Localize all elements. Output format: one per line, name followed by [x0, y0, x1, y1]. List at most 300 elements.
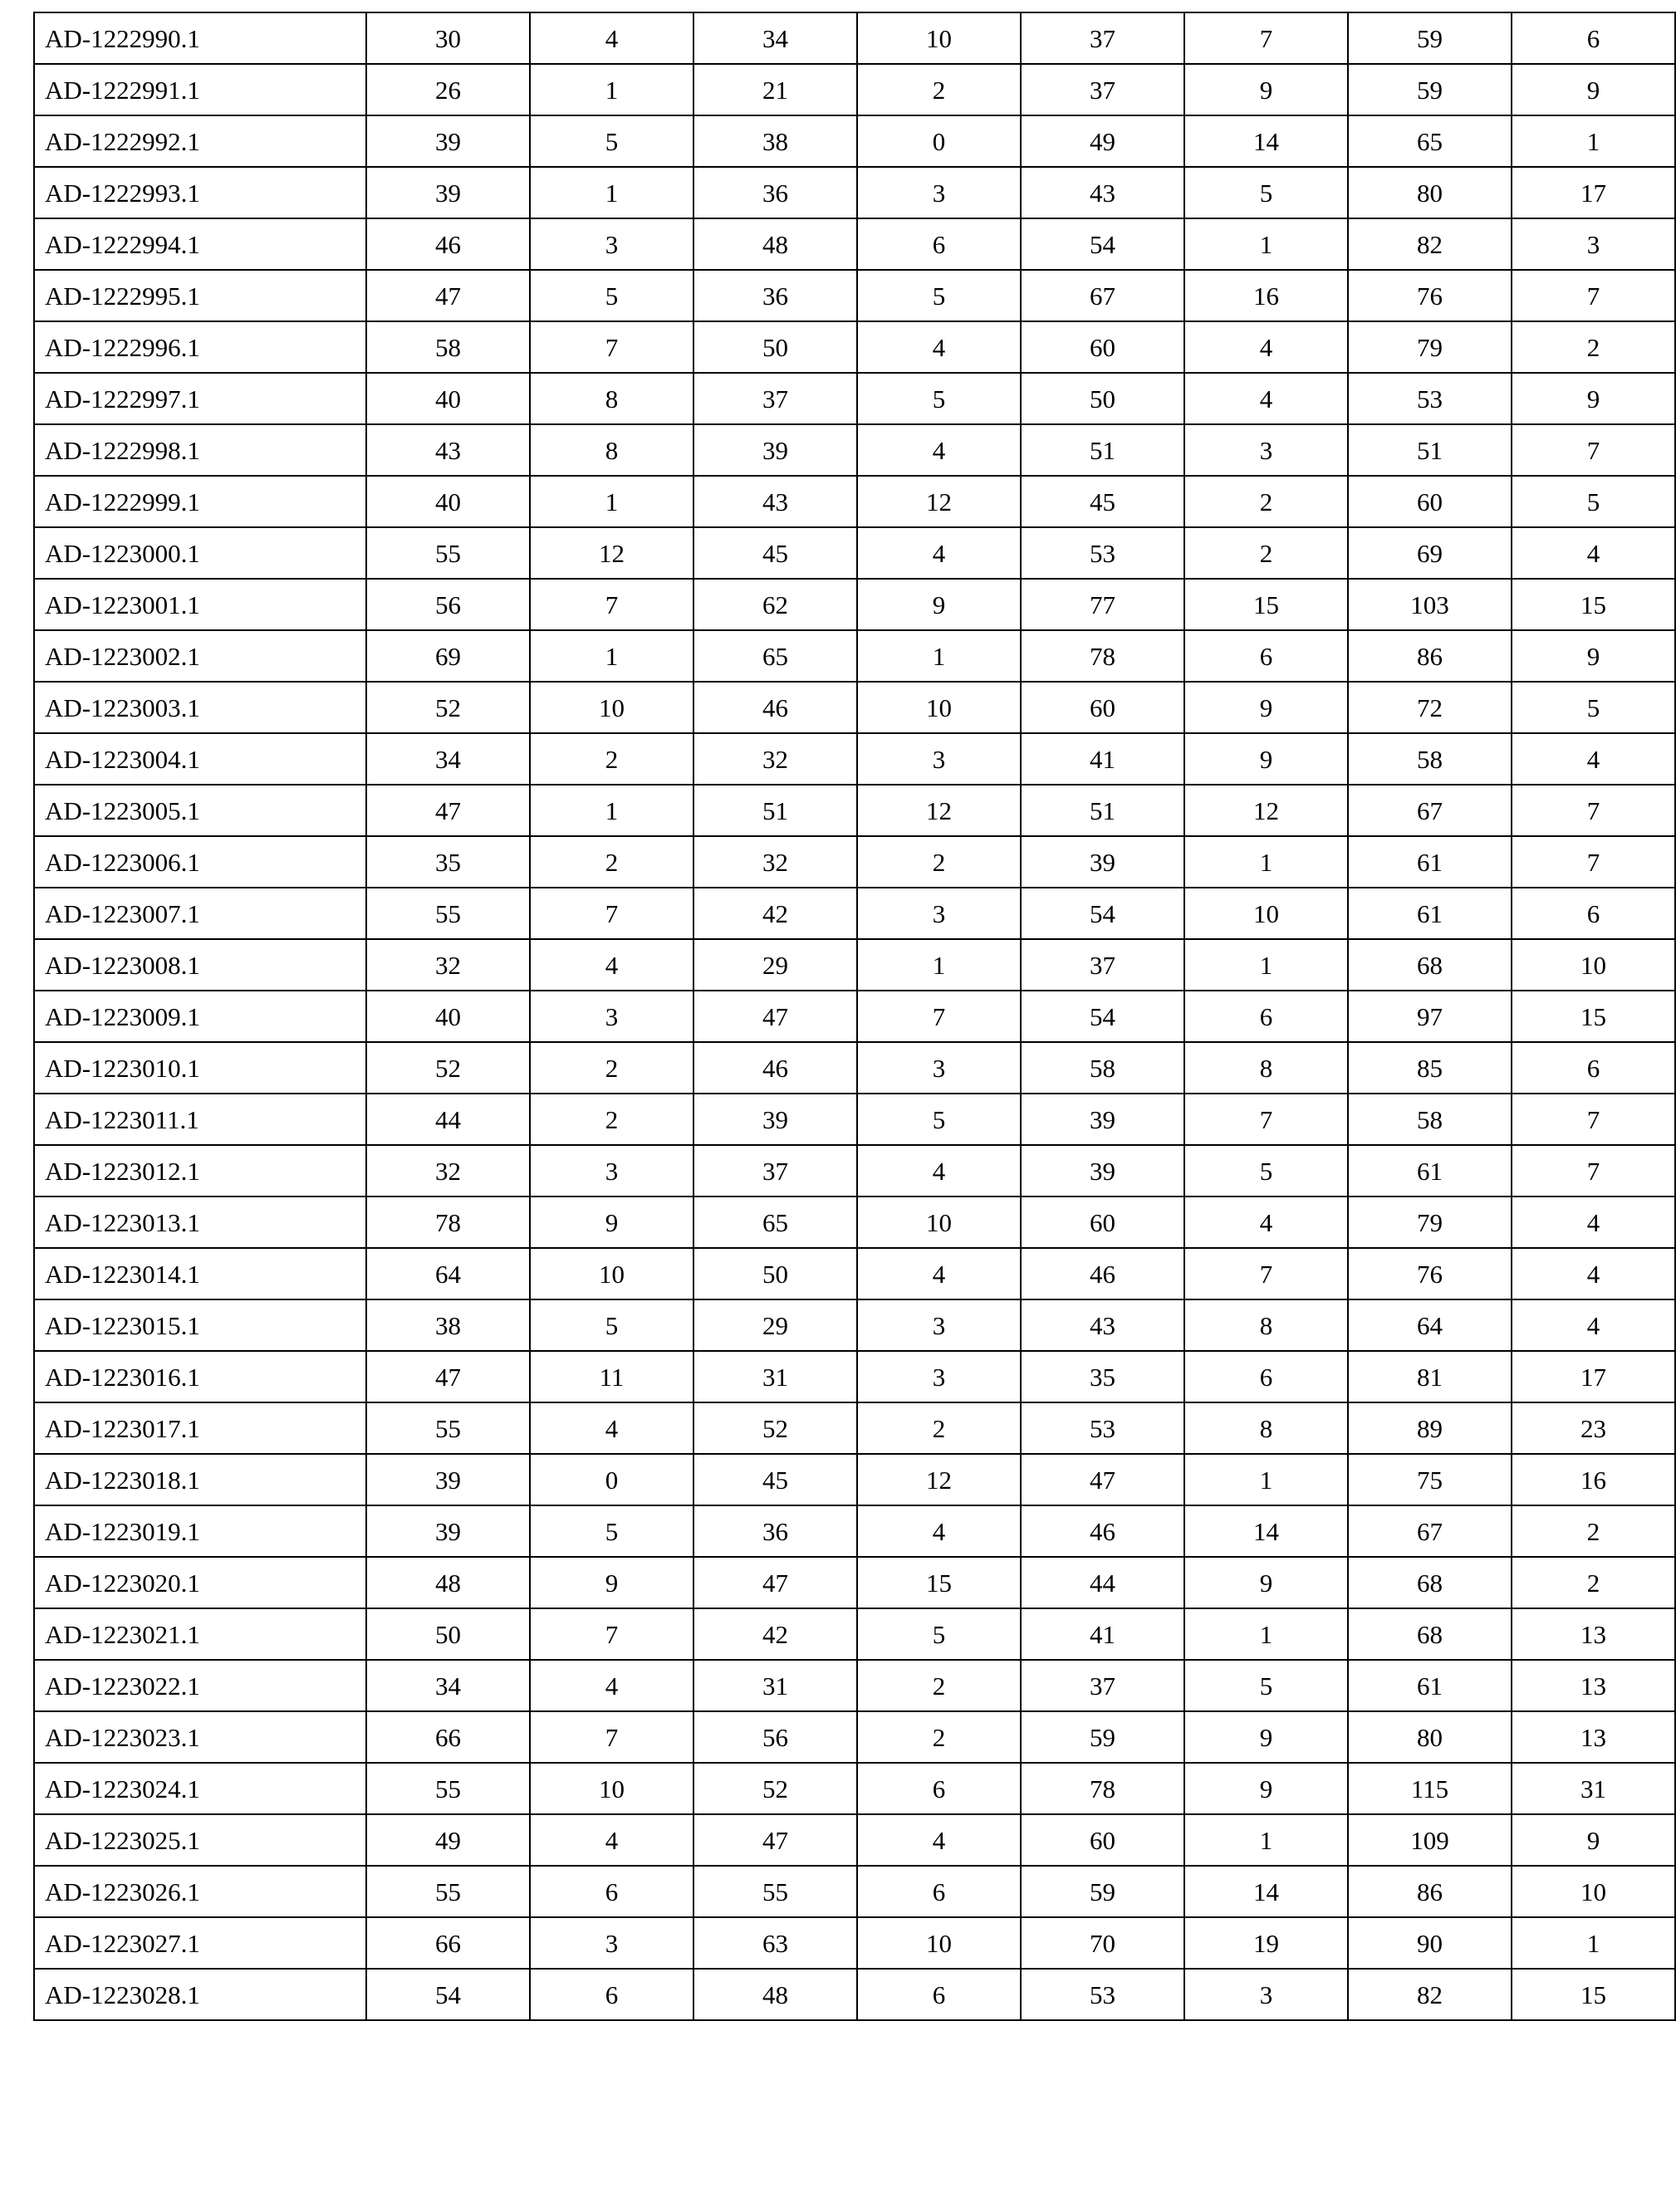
data-cell: 51	[693, 785, 857, 836]
data-cell: 43	[1021, 167, 1184, 218]
table-row	[34, 476, 1675, 527]
data-cell: 3	[857, 733, 1021, 785]
data-cell: 86	[1348, 1866, 1512, 1917]
data-cell: 17	[1512, 1351, 1675, 1402]
data-cell: 67	[1348, 1505, 1512, 1557]
data-cell: 58	[366, 321, 530, 373]
data-cell: 43	[693, 476, 857, 527]
data-cell: 68	[1348, 1608, 1512, 1660]
data-cell: 37	[1021, 1660, 1184, 1711]
table-row	[34, 785, 1675, 836]
data-cell: 42	[693, 888, 857, 939]
data-cell: 3	[530, 1145, 693, 1197]
data-cell: 5	[530, 1299, 693, 1351]
data-cell: 4	[530, 1660, 693, 1711]
data-cell: 6	[1184, 991, 1348, 1042]
data-cell: 7	[857, 991, 1021, 1042]
data-cell: 55	[366, 1763, 530, 1814]
row-identifier-cell: AD-1222995.1	[34, 270, 366, 321]
data-cell: 3	[857, 167, 1021, 218]
data-cell: 2	[857, 836, 1021, 888]
data-cell: 4	[857, 527, 1021, 579]
table-row	[34, 682, 1675, 733]
data-cell: 16	[1184, 270, 1348, 321]
data-cell: 38	[366, 1299, 530, 1351]
data-cell: 8	[1184, 1402, 1348, 1454]
table-row	[34, 1299, 1675, 1351]
data-cell: 59	[1021, 1866, 1184, 1917]
data-cell: 58	[1021, 1042, 1184, 1094]
data-cell: 41	[1021, 1608, 1184, 1660]
data-cell: 66	[366, 1917, 530, 1969]
data-cell: 51	[1021, 424, 1184, 476]
table-row	[34, 373, 1675, 424]
data-cell: 70	[1021, 1917, 1184, 1969]
table-row	[34, 1557, 1675, 1608]
data-cell: 43	[366, 424, 530, 476]
row-identifier-cell: AD-1223014.1	[34, 1248, 366, 1299]
data-cell: 45	[693, 1454, 857, 1505]
data-cell: 29	[693, 1299, 857, 1351]
data-cell: 1	[1512, 1917, 1675, 1969]
row-identifier-cell: AD-1222992.1	[34, 115, 366, 167]
row-identifier-cell: AD-1223011.1	[34, 1094, 366, 1145]
table-row	[34, 630, 1675, 682]
row-identifier-cell: AD-1222990.1	[34, 12, 366, 64]
data-cell: 54	[1021, 218, 1184, 270]
data-cell: 6	[530, 1969, 693, 2020]
data-cell: 55	[366, 1402, 530, 1454]
data-cell: 9	[857, 579, 1021, 630]
table-row	[34, 1814, 1675, 1866]
data-cell: 48	[366, 1557, 530, 1608]
data-cell: 3	[857, 1299, 1021, 1351]
table-row	[34, 1402, 1675, 1454]
data-cell: 3	[857, 1351, 1021, 1402]
data-cell: 109	[1348, 1814, 1512, 1866]
table-row	[34, 1917, 1675, 1969]
data-cell: 31	[693, 1660, 857, 1711]
data-cell: 4	[1512, 527, 1675, 579]
data-cell: 42	[693, 1608, 857, 1660]
data-cell: 39	[1021, 836, 1184, 888]
data-cell: 39	[693, 424, 857, 476]
row-identifier-cell: AD-1222994.1	[34, 218, 366, 270]
data-cell: 72	[1348, 682, 1512, 733]
row-identifier-cell: AD-1223007.1	[34, 888, 366, 939]
data-cell: 58	[1348, 1094, 1512, 1145]
data-cell: 59	[1348, 12, 1512, 64]
row-identifier-cell: AD-1223023.1	[34, 1711, 366, 1763]
data-cell: 78	[366, 1197, 530, 1248]
data-cell: 1	[1184, 1608, 1348, 1660]
data-cell: 1	[857, 630, 1021, 682]
data-cell: 7	[530, 1711, 693, 1763]
data-cell: 48	[693, 218, 857, 270]
table-row	[34, 1042, 1675, 1094]
data-cell: 50	[693, 321, 857, 373]
data-cell: 56	[693, 1711, 857, 1763]
data-cell: 34	[693, 12, 857, 64]
data-cell: 60	[1021, 1814, 1184, 1866]
data-cell: 5	[1184, 1145, 1348, 1197]
data-cell: 44	[1021, 1557, 1184, 1608]
table-row	[34, 115, 1675, 167]
table-body	[34, 12, 1675, 2020]
data-cell: 4	[857, 1505, 1021, 1557]
data-cell: 1	[1512, 115, 1675, 167]
data-cell: 23	[1512, 1402, 1675, 1454]
table-row	[34, 270, 1675, 321]
data-cell: 65	[693, 630, 857, 682]
table-row	[34, 1248, 1675, 1299]
data-cell: 31	[693, 1351, 857, 1402]
data-cell: 61	[1348, 1660, 1512, 1711]
data-cell: 30	[366, 12, 530, 64]
table-row	[34, 991, 1675, 1042]
data-cell: 55	[366, 1866, 530, 1917]
data-cell: 7	[530, 888, 693, 939]
data-cell: 9	[530, 1557, 693, 1608]
data-cell: 2	[1512, 1557, 1675, 1608]
row-identifier-cell: AD-1223000.1	[34, 527, 366, 579]
data-cell: 86	[1348, 630, 1512, 682]
data-cell: 75	[1348, 1454, 1512, 1505]
data-cell: 5	[857, 1608, 1021, 1660]
data-cell: 6	[1512, 1042, 1675, 1094]
data-cell: 40	[366, 476, 530, 527]
data-cell: 51	[1021, 785, 1184, 836]
row-identifier-cell: AD-1223010.1	[34, 1042, 366, 1094]
data-cell: 1	[857, 939, 1021, 991]
data-cell: 2	[857, 1660, 1021, 1711]
data-cell: 7	[530, 321, 693, 373]
row-identifier-cell: AD-1222997.1	[34, 373, 366, 424]
data-cell: 2	[530, 1094, 693, 1145]
data-cell: 78	[1021, 1763, 1184, 1814]
data-cell: 36	[693, 1505, 857, 1557]
data-cell: 68	[1348, 939, 1512, 991]
data-cell: 80	[1348, 167, 1512, 218]
table-row	[34, 218, 1675, 270]
data-cell: 16	[1512, 1454, 1675, 1505]
row-identifier-cell: AD-1223012.1	[34, 1145, 366, 1197]
data-cell: 10	[857, 12, 1021, 64]
data-cell: 32	[693, 836, 857, 888]
row-identifier-cell: AD-1223015.1	[34, 1299, 366, 1351]
data-cell: 12	[1184, 785, 1348, 836]
data-cell: 2	[530, 836, 693, 888]
data-cell: 9	[1184, 1763, 1348, 1814]
data-cell: 12	[530, 527, 693, 579]
data-cell: 2	[857, 64, 1021, 115]
data-cell: 14	[1184, 115, 1348, 167]
data-cell: 3	[530, 991, 693, 1042]
data-cell: 56	[366, 579, 530, 630]
data-cell: 81	[1348, 1351, 1512, 1402]
table-row	[34, 1969, 1675, 2020]
row-identifier-cell: AD-1223004.1	[34, 733, 366, 785]
data-cell: 78	[1021, 630, 1184, 682]
row-identifier-cell: AD-1223026.1	[34, 1866, 366, 1917]
data-cell: 9	[1512, 373, 1675, 424]
data-cell: 8	[530, 424, 693, 476]
data-cell: 2	[1184, 476, 1348, 527]
row-identifier-cell: AD-1223022.1	[34, 1660, 366, 1711]
data-cell: 39	[1021, 1145, 1184, 1197]
data-cell: 11	[530, 1351, 693, 1402]
data-cell: 60	[1021, 321, 1184, 373]
row-identifier-cell: AD-1223019.1	[34, 1505, 366, 1557]
data-cell: 12	[857, 476, 1021, 527]
data-cell: 26	[366, 64, 530, 115]
data-cell: 47	[366, 785, 530, 836]
data-cell: 4	[857, 1145, 1021, 1197]
data-cell: 5	[530, 115, 693, 167]
row-identifier-cell: AD-1223002.1	[34, 630, 366, 682]
row-identifier-cell: AD-1222991.1	[34, 64, 366, 115]
data-cell: 103	[1348, 579, 1512, 630]
data-cell: 5	[530, 270, 693, 321]
row-identifier-cell: AD-1223006.1	[34, 836, 366, 888]
data-cell: 52	[693, 1402, 857, 1454]
data-cell: 67	[1348, 785, 1512, 836]
row-identifier-cell: AD-1223005.1	[34, 785, 366, 836]
row-identifier-cell: AD-1222999.1	[34, 476, 366, 527]
data-cell: 34	[366, 1660, 530, 1711]
data-cell: 7	[1512, 836, 1675, 888]
data-cell: 36	[693, 167, 857, 218]
table-row	[34, 1454, 1675, 1505]
row-identifier-cell: AD-1223027.1	[34, 1917, 366, 1969]
data-cell: 12	[857, 1454, 1021, 1505]
data-cell: 77	[1021, 579, 1184, 630]
data-cell: 10	[1512, 939, 1675, 991]
data-cell: 67	[1021, 270, 1184, 321]
data-cell: 46	[366, 218, 530, 270]
data-cell: 53	[1348, 373, 1512, 424]
data-cell: 3	[1184, 1969, 1348, 2020]
data-cell: 7	[1184, 12, 1348, 64]
data-cell: 97	[1348, 991, 1512, 1042]
data-cell: 61	[1348, 888, 1512, 939]
data-cell: 54	[1021, 888, 1184, 939]
row-identifier-cell: AD-1223013.1	[34, 1197, 366, 1248]
data-cell: 4	[857, 1814, 1021, 1866]
table-row	[34, 1145, 1675, 1197]
data-cell: 4	[530, 12, 693, 64]
data-cell: 9	[1184, 733, 1348, 785]
data-cell: 47	[1021, 1454, 1184, 1505]
data-cell: 60	[1021, 1197, 1184, 1248]
data-cell: 29	[693, 939, 857, 991]
data-cell: 39	[366, 115, 530, 167]
data-cell: 37	[693, 373, 857, 424]
table-row	[34, 733, 1675, 785]
data-cell: 39	[1021, 1094, 1184, 1145]
data-cell: 5	[1512, 682, 1675, 733]
data-cell: 47	[693, 1814, 857, 1866]
data-cell: 3	[857, 1042, 1021, 1094]
data-cell: 65	[693, 1197, 857, 1248]
data-cell: 50	[1021, 373, 1184, 424]
data-cell: 55	[366, 888, 530, 939]
data-cell: 13	[1512, 1711, 1675, 1763]
row-identifier-cell: AD-1223003.1	[34, 682, 366, 733]
data-cell: 10	[857, 1197, 1021, 1248]
data-cell: 64	[1348, 1299, 1512, 1351]
table-row	[34, 1711, 1675, 1763]
data-cell: 2	[1512, 1505, 1675, 1557]
data-cell: 47	[366, 1351, 530, 1402]
data-cell: 55	[693, 1866, 857, 1917]
data-cell: 90	[1348, 1917, 1512, 1969]
table-row	[34, 424, 1675, 476]
data-cell: 1	[1184, 1454, 1348, 1505]
row-identifier-cell: AD-1222996.1	[34, 321, 366, 373]
data-cell: 1	[530, 476, 693, 527]
row-identifier-cell: AD-1223018.1	[34, 1454, 366, 1505]
data-cell: 6	[1184, 630, 1348, 682]
data-cell: 10	[857, 1917, 1021, 1969]
data-cell: 32	[366, 939, 530, 991]
table-row	[34, 1094, 1675, 1145]
data-cell: 7	[1512, 270, 1675, 321]
data-cell: 35	[1021, 1351, 1184, 1402]
data-cell: 45	[693, 527, 857, 579]
data-cell: 6	[857, 1866, 1021, 1917]
data-cell: 35	[366, 836, 530, 888]
data-cell: 58	[1348, 733, 1512, 785]
data-cell: 34	[366, 733, 530, 785]
data-cell: 4	[1184, 373, 1348, 424]
data-cell: 7	[1184, 1248, 1348, 1299]
data-cell: 6	[857, 1969, 1021, 2020]
table-row	[34, 1351, 1675, 1402]
data-cell: 32	[366, 1145, 530, 1197]
data-cell: 3	[857, 888, 1021, 939]
data-cell: 6	[857, 1763, 1021, 1814]
table-row	[34, 167, 1675, 218]
data-cell: 9	[1184, 64, 1348, 115]
data-cell: 2	[1512, 321, 1675, 373]
data-cell: 66	[366, 1711, 530, 1763]
data-cell: 79	[1348, 1197, 1512, 1248]
row-identifier-cell: AD-1222993.1	[34, 167, 366, 218]
data-cell: 9	[1512, 64, 1675, 115]
data-cell: 5	[857, 373, 1021, 424]
data-cell: 53	[1021, 527, 1184, 579]
data-cell: 2	[530, 733, 693, 785]
data-cell: 69	[1348, 527, 1512, 579]
data-cell: 37	[1021, 939, 1184, 991]
table-row	[34, 1197, 1675, 1248]
data-cell: 17	[1512, 167, 1675, 218]
data-cell: 19	[1184, 1917, 1348, 1969]
row-identifier-cell: AD-1223008.1	[34, 939, 366, 991]
data-cell: 6	[1512, 888, 1675, 939]
data-cell: 52	[693, 1763, 857, 1814]
data-cell: 54	[1021, 991, 1184, 1042]
data-cell: 52	[366, 1042, 530, 1094]
data-cell: 4	[1512, 1248, 1675, 1299]
data-cell: 13	[1512, 1608, 1675, 1660]
data-cell: 1	[530, 630, 693, 682]
data-cell: 47	[693, 1557, 857, 1608]
data-cell: 62	[693, 579, 857, 630]
row-identifier-cell: AD-1222998.1	[34, 424, 366, 476]
data-cell: 59	[1021, 1711, 1184, 1763]
table-row	[34, 1866, 1675, 1917]
data-cell: 2	[857, 1711, 1021, 1763]
data-cell: 1	[530, 785, 693, 836]
data-cell: 48	[693, 1969, 857, 2020]
data-cell: 3	[530, 218, 693, 270]
data-cell: 37	[693, 1145, 857, 1197]
data-cell: 9	[1184, 1557, 1348, 1608]
row-identifier-cell: AD-1223024.1	[34, 1763, 366, 1814]
table-row	[34, 321, 1675, 373]
data-cell: 10	[1184, 888, 1348, 939]
data-cell: 52	[366, 682, 530, 733]
table-row	[34, 939, 1675, 991]
data-cell: 82	[1348, 1969, 1512, 2020]
data-cell: 39	[366, 167, 530, 218]
data-cell: 65	[1348, 115, 1512, 167]
data-cell: 49	[1021, 115, 1184, 167]
data-cell: 9	[1184, 682, 1348, 733]
data-cell: 76	[1348, 1248, 1512, 1299]
data-cell: 43	[1021, 1299, 1184, 1351]
data-cell: 6	[530, 1866, 693, 1917]
data-cell: 10	[857, 682, 1021, 733]
data-cell: 7	[1512, 1145, 1675, 1197]
data-cell: 46	[1021, 1248, 1184, 1299]
data-cell: 21	[693, 64, 857, 115]
data-cell: 6	[1512, 12, 1675, 64]
table-row	[34, 64, 1675, 115]
data-cell: 80	[1348, 1711, 1512, 1763]
data-cell: 0	[530, 1454, 693, 1505]
data-cell: 10	[1512, 1866, 1675, 1917]
data-cell: 89	[1348, 1402, 1512, 1454]
data-cell: 3	[530, 1917, 693, 1969]
data-cell: 61	[1348, 836, 1512, 888]
data-cell: 1	[1184, 218, 1348, 270]
data-cell: 9	[1512, 1814, 1675, 1866]
data-cell: 4	[530, 939, 693, 991]
data-cell: 31	[1512, 1763, 1675, 1814]
data-cell: 47	[693, 991, 857, 1042]
data-cell: 115	[1348, 1763, 1512, 1814]
data-cell: 50	[366, 1608, 530, 1660]
data-cell: 85	[1348, 1042, 1512, 1094]
data-cell: 15	[857, 1557, 1021, 1608]
data-cell: 9	[530, 1197, 693, 1248]
data-cell: 68	[1348, 1557, 1512, 1608]
data-cell: 8	[1184, 1042, 1348, 1094]
data-cell: 55	[366, 527, 530, 579]
data-cell: 46	[1021, 1505, 1184, 1557]
data-cell: 0	[857, 115, 1021, 167]
table-row	[34, 1505, 1675, 1557]
data-cell: 51	[1348, 424, 1512, 476]
data-cell: 13	[1512, 1660, 1675, 1711]
data-cell: 47	[366, 270, 530, 321]
data-cell: 69	[366, 630, 530, 682]
data-cell: 2	[530, 1042, 693, 1094]
data-cell: 6	[1184, 1351, 1348, 1402]
